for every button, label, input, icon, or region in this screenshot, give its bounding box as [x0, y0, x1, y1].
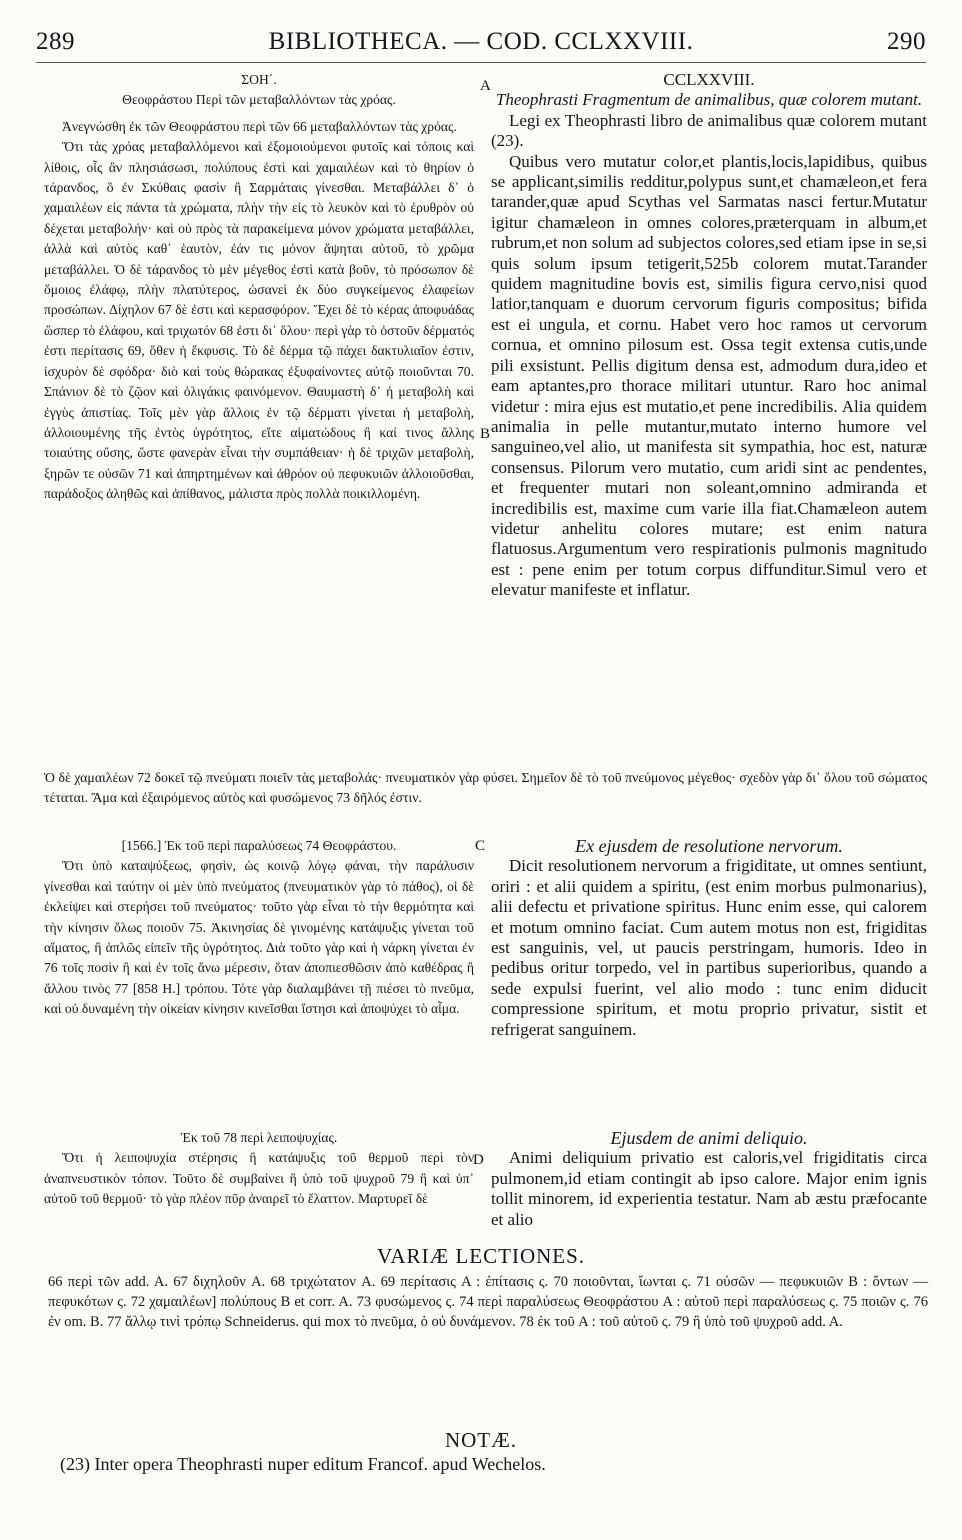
- margin-marker-b: B: [480, 426, 491, 442]
- latin-paragraph: Dicit resolutionem nervorum a frigiditate, ut omnes sentiunt, oriri : et alii quidem a spiritu, (est enim morbus pulmonarius), alii defectu et privatione spiritus. Hunc enim esse, qui calorem et motum omnino faciat. Cum autem motus non est, frigiditas est sanguinis, vel, ut paucis perstringam, humoris. Ideo in pedibus oritur torpedo, vel in partibus superioribus, quando a sede expulsi fuerint, vel alio modo : tunc enim diducit compressione spiritum, et motu proprio privatur, sistit et refrigerat sanguinem.: [491, 856, 927, 1039]
- page-number-right: 290: [886, 28, 926, 55]
- latin-section-title: Theophrasti Fragmentum de animalibus, quæ colorem mutant.: [495, 90, 923, 110]
- margin-marker-d: D: [473, 1152, 484, 1168]
- latin-paragraph: Legi ex Theophrasti libro de animalibus quæ colorem mutant (23).: [491, 110, 927, 151]
- latin-section-heading: Ex ejusdem de resolutione nervorum.: [575, 836, 843, 856]
- latin-section-paralysis: [491, 836, 927, 1090]
- variae-lectiones-text: 66 περὶ τῶν add. A. 67 διχηλοῦν A. 68 τριχώτατον A. 69 περίτασις A : ἐπίτασις ς. 70 ποιοῦνται, ἴωνται ς. 71 οὐσῶν — πεφυκυιῶν B : ὄντων — πεφυκότων ς. 72 χαμαιλέων] πολύπους B et corr. A. 73 φυσώμενος ς. 74 περὶ παραλύσεως Θεοφράστου A : αὐτοῦ περὶ παραλύσεως ς. 75 ποιῶν ς. 76 ἐν om. B. 77 ἄλλῳ τινὶ τρόπῳ Schneiderus. qui mox τὸ πνεῦμα, ὁ οὐ δυνάμενον. 78 ἐκ τοῦ A : τοῦ αὐτοῦ ς. 79 ἢ ὑπὸ τοῦ ψυχροῦ add. A.: [48, 1274, 928, 1330]
- greek-paragraph: Ὅτι ὑπὸ καταψύξεως, φησὶν, ὡς κοινῷ λόγῳ φάναι, τὴν παράλυσιν γίνεσθαι καὶ ταύτην οἱ μὲν ὑπὸ πνεύματος (πνευματικὸν γὰρ τὸ πάθος), οἱ δὲ ἐκλείψει καὶ στερήσει τοῦ πνεύματος· τοῦτο γὰρ εἶναι τὸ τὴν θερμότητα καὶ τὴν κίνησιν ὅλως ποιοῦν 75. Ἀκινησίας δὲ γινομένης κατάψυξις γίνεται τοῦ αἵματος, ἢ ἁπλῶς εἰπεῖν τῆς ὑγρότητος. Διὰ τοῦτο γὰρ καὶ ἡ νάρκη γίνεται ἐν 76 τοῖς ποσὶν ἢ καὶ ἐν τοῖς ἄνω μέρεσιν, ὅταν ἀποπιεσθῶσιν ἀπὸ καθέδρας ἢ ἄλλου τινὸς 77 [858 H.] τρόπου. Τότε γὰρ διαλαμβάνει τῇ πιέσει τὸ πνεῦμα, καὶ οὐ δυναμένη τὴν οἰκείαν κίνησιν κινεῖσθαι ἵστησι καὶ ἀποψύχει τὸ αἷμα.: [44, 858, 474, 1017]
- variae-lectiones-title: VARIÆ LECTIONES.: [376, 1244, 586, 1268]
- running-title: BIBLIOTHECA. — COD. CCLXXVIII.: [268, 28, 694, 55]
- margin-marker-a: A: [480, 78, 491, 94]
- greek-section-heading: Ἐκ τοῦ 78 περὶ λειποψυχίας.: [180, 1130, 338, 1145]
- latin-paragraph: Quibus vero mutatur color,et plantis,locis,lapidibus, quibus se applicant,similis redditur,polypus sunt,et chamæleon,et fera tarander,quæ apud Scythas vel Sarmatas nasci fertur.Mutatur igitur chamæleon in omnes colores,præterquam in album,et rubrum,et non solum ad subjectos colores,sed etiam ipse in se,si quis solum ipsum tetigerit,525b colorem mutat.Tarander quidem magnitudine bovis est, similis figura cervo,nisi quod latior,tanquam e duorum cervorum figuris compositus; bifida est ei ungula, et cornu. Habet vero hoc ramos ut cervorum cornua, et omnino pilosum est. Ossa tegit extensa cutis,unde pili exsistunt. Pellis digitum densa est, admodum dura,ideo et eam aptantes,pro thorace militari utuntur. Raro hoc animal videtur : mira ejus est mutatio,et pene incredibilis. Alia quidem animalia in pelle mutantur,mutato interno humore vel sanguineo,vel alio, ut manifesta sit sympathia, hoc est, naturæ consensus. Pilorum vero mutatio, cum aridi sint ac pendentes, et frequenter mutari non soleant,omnino admiranda et incredibilis est, maxime cum varie illa fiat.Chamæleon autem videtur anhelitu colores mutare; est enim natura flatuosus.Argumentum vero respirationis pulmonis magnitudo est : pene enim per totum corpus diffunditur.Simul vero et elevatur manifeste et inflatur.: [491, 151, 927, 600]
- notae-title: NOTÆ.: [444, 1428, 518, 1452]
- latin-section-syncope: [491, 1128, 927, 1240]
- greek-section-paralysis: [44, 836, 474, 1090]
- greek-section-number: ΣΟΗ΄.: [241, 72, 277, 87]
- greek-paragraph: Ὅτι τὰς χρόας μεταβαλλόμενοι καὶ ἐξομοιούμενοι φυτοῖς καὶ τόποις καὶ λίθοις, οἷς ἂν πλησιάσωσι, πολύπους ἐστὶ καὶ χαμαιλέων καὶ τὸ θηρίον ὁ τάρανδος, ὃ ἐν Σκύθαις φασὶν ἢ Σαρμάταις γίνεσθαι. Μεταβάλλει δ᾽ ὁ χαμαιλέων εἰς πάντα τὰ χρώματα, πλὴν τὴν εἰς τὸ λευκὸν καὶ τὸ ἐρυθρὸν οὐ δέχεται μεταβολήν· καὶ οὐ πρὸς τὰ παρακείμενα μόνον χρώματα μεταβάλλει, ἀλλὰ καὶ αὐτὸς καθ᾽ ἑαυτὸν, ἐάν τις μόνον ἅψηται αὐτοῦ, τὸ χρῶμα μεταβάλλει. Ὁ δὲ τάρανδος τὸ μὲν μέγεθος ἐστὶ κατὰ βοῦν, τὸ πρόσωπον δὲ ὅμοιος ἐλάφῳ, πλὴν πλατύτερος, ὡσανεὶ ἐκ δύο συγκείμενος ἐλαφείων προσώπων. Δίχηλον 67 δὲ ἐστι καὶ κερασφόρον. Ἔχει δὲ τὸ κέρας ἀποφυάδας ὥσπερ τὸ ἐλάφου, καὶ τριχωτόν 68 ἐστι δι᾽ ὅλου· περὶ γὰρ τὸ ὀστοῦν δέρματός ἐστι περίτασις 69, ὅθεν ἡ ἔκφυσις. Τὸ δὲ δέρμα τῷ πάχει δακτυλιαῖον ἐστιν, ἰσχυρὸν δὲ σφόδρα· διὸ καὶ τοὺς θώρακας ἐξυφαίνοντες αὐτῷ ποιοῦνται 70. Σπάνιον δὲ τὸ ζῷον καὶ ὀλιγάκις φαινόμενον. Θαυμαστὴ δ᾽ ἡ μεταβολὴ καὶ ἐγγὺς ἀπιστίας. Τοῖς μὲν γὰρ ἄλλοις ἐν τῷ δέρματι γίνεται ἡ μεταβολὴ, ἀλλοιουμένης τῆς ἐντὸς ὑγρότητος, εἴτε αἱματώδους ἢ καί τινος ἄλλης τοιαύτης οὔσης, ὥστε φανερὰν εἶναι τὴν συμπάθειαν· ἡ δὲ τριχῶν μεταβολὴ, ξηρῶν τε οὐσῶν 71 καὶ ἀπηρτημένων καὶ ἀθρόον οὐ πεφυκυιῶν ἀλλοιοῦσθαι, παράδοξος ἀληθῶς καὶ ἀπίθανος, μάλιστα πρὸς πολλὰ ποικιλλομένη.: [44, 139, 474, 502]
- greek-section-heading: [1566.] Ἐκ τοῦ περὶ παραλύσεως 74 Θεοφράστου.: [121, 838, 397, 853]
- greek-section-syncope: [44, 1128, 474, 1240]
- latin-section-heading: Ejusdem de animi deliquio.: [610, 1128, 808, 1148]
- margin-marker-c: C: [475, 838, 486, 854]
- greek-paragraph: Ὅτι ἡ λειποψυχία στέρησις ἢ κατάψυξις τοῦ θερμοῦ περὶ τὸν ἀναπνευστικὸν τόπον. Τοῦτο δὲ συμβαίνει ἢ ὑπὸ τοῦ ψυχροῦ 79 ἢ καὶ ὑπ᾽ αὐτοῦ τοῦ θερμοῦ· τὸ γὰρ πλέον πῦρ ἀναιρεῖ τὸ ἔλαττον. Μαρτυρεῖ δὲ: [44, 1150, 474, 1207]
- page-number-left: 289: [36, 28, 75, 55]
- full-width-greek: Ὁ δὲ χαμαιλέων 72 δοκεῖ τῷ πνεύματι ποιεῖν τὰς μεταβολάς· πνευματικὸν γὰρ φύσει. Σημεῖον δὲ τὸ τοῦ πνεύμονος μέγεθος· σχεδὸν γὰρ δι᾽ ὅλου τοῦ σώματος τέταται. Ἅμα καὶ ἐξαιρόμενος αὐτὸς καὶ φυσώμενος 73 δῆλός ἐστιν.: [44, 770, 927, 806]
- notae-text: (23) Inter opera Theophrasti nuper editum Francof. apud Wechelos.: [60, 1454, 546, 1474]
- greek-paragraph: Ἀνεγνώσθη ἐκ τῶν Θεοφράστου περὶ τῶν 66 μεταβαλλόντων τὰς χρόας.: [62, 118, 457, 134]
- latin-paragraph: Animi deliquium privatio est caloris,vel frigiditatis circa pulmonem,id etiam contingit ab ipso calore. Major enim ignis tollit minorem, id experientia testatur. Nam ab æstu præfocante et alio: [491, 1148, 927, 1229]
- header-rule: [36, 62, 926, 63]
- greek-section-title: Θεοφράστου Περὶ τῶν μεταβαλλόντων τὰς χρόας.: [122, 92, 396, 108]
- latin-section-number: CCLXXVIII.: [663, 70, 755, 89]
